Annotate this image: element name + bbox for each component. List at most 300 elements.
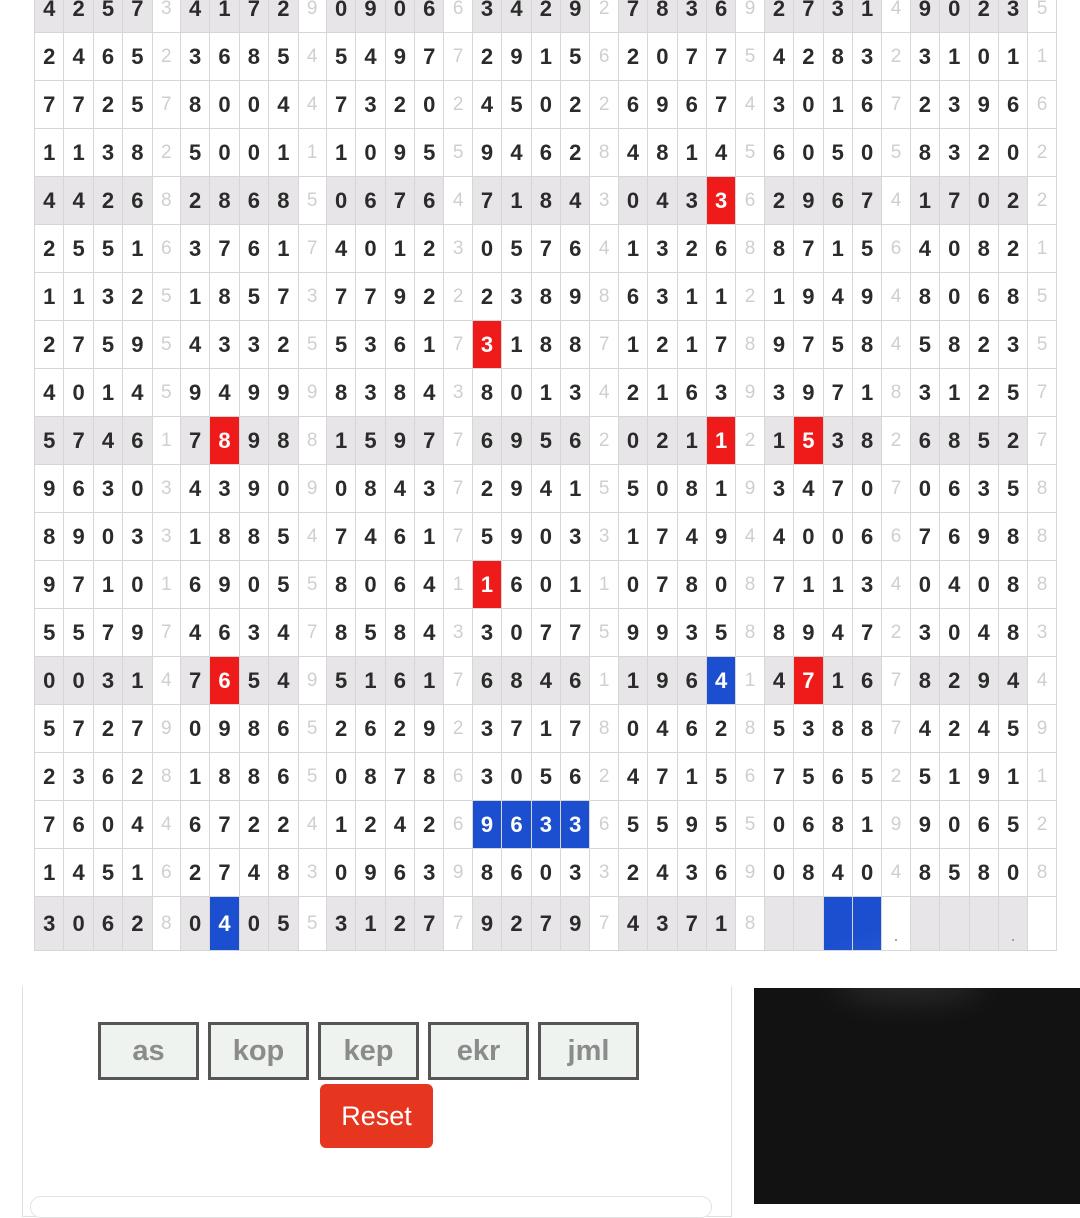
- digit-cell[interactable]: 3: [502, 273, 531, 321]
- digit-cell[interactable]: 7: [35, 801, 64, 849]
- digit-cell[interactable]: 1: [415, 321, 444, 369]
- digit-cell[interactable]: 8: [269, 177, 298, 225]
- digit-cell[interactable]: 3: [677, 177, 706, 225]
- digit-cell[interactable]: 0: [969, 177, 998, 225]
- digit-cell[interactable]: 2: [472, 273, 501, 321]
- digit-cell[interactable]: 0: [648, 33, 677, 81]
- digit-cell[interactable]: 6: [910, 417, 939, 465]
- digit-cell[interactable]: 4: [910, 225, 939, 273]
- empty-cell[interactable]: [764, 897, 793, 951]
- spacer-digit[interactable]: 2: [590, 0, 618, 33]
- digit-cell[interactable]: 3: [648, 897, 677, 951]
- digit-cell[interactable]: 3: [35, 897, 64, 951]
- spacer-digit[interactable]: 6: [590, 33, 618, 81]
- digit-cell[interactable]: 4: [648, 177, 677, 225]
- digit-cell[interactable]: 7: [706, 81, 735, 129]
- digit-cell[interactable]: 4: [385, 801, 414, 849]
- digit-cell[interactable]: 1: [180, 513, 209, 561]
- digit-cell[interactable]: 0: [910, 465, 939, 513]
- empty-cell[interactable]: .: [998, 897, 1027, 951]
- digit-cell[interactable]: 0: [64, 897, 93, 951]
- digit-cell[interactable]: 5: [93, 849, 122, 897]
- spacer-digit[interactable]: 1: [1028, 33, 1056, 81]
- spacer-digit[interactable]: 7: [444, 33, 472, 81]
- digit-cell[interactable]: 0: [852, 465, 881, 513]
- digit-cell[interactable]: 3: [472, 753, 501, 801]
- digit-cell[interactable]: 0: [385, 0, 414, 33]
- digit-cell[interactable]: 8: [823, 801, 852, 849]
- spacer-digit[interactable]: 5: [1028, 273, 1056, 321]
- digit-cell[interactable]: 8: [385, 369, 414, 417]
- spacer-digit[interactable]: 8: [736, 897, 764, 951]
- spacer-digit[interactable]: 9: [736, 465, 764, 513]
- digit-cell[interactable]: 7: [123, 705, 152, 753]
- digit-cell[interactable]: 5: [561, 33, 590, 81]
- spacer-digit[interactable]: 9: [736, 0, 764, 33]
- spacer-digit[interactable]: 4: [298, 33, 326, 81]
- digit-cell[interactable]: 3: [472, 705, 501, 753]
- spacer-digit[interactable]: 6: [736, 177, 764, 225]
- digit-cell[interactable]: 5: [852, 753, 881, 801]
- spacer-digit[interactable]: 3: [298, 273, 326, 321]
- digit-cell[interactable]: 9: [385, 129, 414, 177]
- digit-cell[interactable]: 4: [239, 849, 268, 897]
- digit-cell[interactable]: 8: [210, 177, 239, 225]
- spacer-digit[interactable]: 8: [1028, 513, 1056, 561]
- spacer-digit[interactable]: 5: [444, 129, 472, 177]
- digit-cell[interactable]: 2: [415, 273, 444, 321]
- digit-cell[interactable]: 2: [969, 0, 998, 33]
- digit-cell[interactable]: 6: [93, 753, 122, 801]
- digit-cell[interactable]: 0: [210, 129, 239, 177]
- digit-cell[interactable]: 4: [64, 177, 93, 225]
- digit-cell[interactable]: 2: [180, 849, 209, 897]
- digit-cell[interactable]: 9: [910, 801, 939, 849]
- spacer-digit[interactable]: 5: [1028, 321, 1056, 369]
- digit-cell[interactable]: 7: [648, 513, 677, 561]
- digit-cell[interactable]: 8: [852, 705, 881, 753]
- digit-cell[interactable]: 8: [239, 705, 268, 753]
- digit-cell[interactable]: 3: [93, 273, 122, 321]
- spacer-digit[interactable]: 4: [298, 513, 326, 561]
- digit-cell[interactable]: 5: [852, 225, 881, 273]
- digit-cell[interactable]: 0: [852, 849, 881, 897]
- digit-cell[interactable]: 4: [356, 33, 385, 81]
- digit-cell[interactable]: 9: [502, 513, 531, 561]
- digit-cell[interactable]: 4: [210, 369, 239, 417]
- digit-cell[interactable]: 9: [502, 33, 531, 81]
- digit-cell[interactable]: 3: [910, 369, 939, 417]
- digit-cell[interactable]: 6: [531, 129, 560, 177]
- digit-cell[interactable]: 9: [415, 705, 444, 753]
- digit-cell[interactable]: 0: [64, 657, 93, 705]
- digit-cell[interactable]: 4: [269, 657, 298, 705]
- digit-cell[interactable]: 2: [93, 705, 122, 753]
- digit-cell[interactable]: 7: [415, 33, 444, 81]
- digit-cell[interactable]: 1: [210, 0, 239, 33]
- digit-cell[interactable]: 8: [210, 753, 239, 801]
- digit-cell[interactable]: 0: [998, 849, 1027, 897]
- digit-cell[interactable]: 0: [794, 129, 823, 177]
- digit-cell[interactable]: 5: [269, 513, 298, 561]
- spacer-digit[interactable]: 8: [736, 225, 764, 273]
- digit-cell[interactable]: 1: [64, 129, 93, 177]
- digit-cell[interactable]: 9: [35, 465, 64, 513]
- digit-cell[interactable]: 0: [823, 513, 852, 561]
- digit-cell[interactable]: 3: [356, 369, 385, 417]
- spacer-digit[interactable]: 6: [444, 753, 472, 801]
- spacer-digit[interactable]: 4: [736, 81, 764, 129]
- digit-cell[interactable]: 8: [269, 849, 298, 897]
- spacer-digit[interactable]: 4: [298, 81, 326, 129]
- digit-cell[interactable]: 6: [561, 225, 590, 273]
- digit-cell[interactable]: 2: [64, 0, 93, 33]
- digit-cell[interactable]: 0: [502, 753, 531, 801]
- digit-cell[interactable]: 1: [706, 417, 735, 465]
- digit-cell[interactable]: 4: [969, 609, 998, 657]
- digit-cell[interactable]: 8: [677, 561, 706, 609]
- digit-cell[interactable]: 3: [239, 609, 268, 657]
- digit-cell[interactable]: 6: [940, 513, 969, 561]
- spacer-digit[interactable]: 4: [152, 657, 180, 705]
- digit-cell[interactable]: 6: [502, 801, 531, 849]
- digit-cell[interactable]: 1: [415, 657, 444, 705]
- digit-cell[interactable]: 1: [561, 465, 590, 513]
- digit-cell[interactable]: 6: [561, 417, 590, 465]
- digit-cell[interactable]: 7: [64, 321, 93, 369]
- digit-cell[interactable]: 3: [561, 849, 590, 897]
- digit-cell[interactable]: 7: [326, 513, 355, 561]
- spacer-digit[interactable]: 7: [152, 81, 180, 129]
- spacer-digit[interactable]: 8: [736, 705, 764, 753]
- digit-cell[interactable]: 8: [852, 321, 881, 369]
- digit-cell[interactable]: 9: [561, 273, 590, 321]
- digit-cell[interactable]: 3: [910, 33, 939, 81]
- digit-cell[interactable]: 8: [910, 273, 939, 321]
- digit-cell[interactable]: 5: [618, 465, 647, 513]
- digit-cell[interactable]: 6: [561, 657, 590, 705]
- digit-cell[interactable]: 8: [239, 513, 268, 561]
- digit-cell[interactable]: 8: [326, 369, 355, 417]
- digit-cell[interactable]: 2: [502, 897, 531, 951]
- digit-cell[interactable]: 1: [823, 81, 852, 129]
- spacer-digit[interactable]: 2: [882, 33, 910, 81]
- spacer-digit[interactable]: 9: [736, 849, 764, 897]
- digit-cell[interactable]: 0: [910, 561, 939, 609]
- digit-cell[interactable]: 6: [64, 801, 93, 849]
- digit-cell[interactable]: 2: [472, 33, 501, 81]
- digit-cell[interactable]: 3: [472, 321, 501, 369]
- digit-cell[interactable]: 1: [35, 273, 64, 321]
- spacer-digit[interactable]: 8: [736, 561, 764, 609]
- digit-cell[interactable]: 9: [502, 465, 531, 513]
- digit-cell[interactable]: 3: [998, 321, 1027, 369]
- digit-cell[interactable]: 0: [180, 705, 209, 753]
- digit-cell[interactable]: 2: [969, 369, 998, 417]
- digit-cell[interactable]: 2: [269, 0, 298, 33]
- digit-cell[interactable]: 5: [326, 657, 355, 705]
- spacer-digit[interactable]: 6: [882, 225, 910, 273]
- spacer-digit[interactable]: 5: [590, 465, 618, 513]
- digit-cell[interactable]: 0: [326, 177, 355, 225]
- digit-cell[interactable]: 8: [472, 369, 501, 417]
- digit-cell[interactable]: 5: [269, 33, 298, 81]
- digit-cell[interactable]: 6: [472, 657, 501, 705]
- digit-cell[interactable]: 2: [998, 177, 1027, 225]
- digit-cell[interactable]: 4: [123, 369, 152, 417]
- digit-cell[interactable]: 8: [326, 609, 355, 657]
- digit-cell[interactable]: 0: [64, 369, 93, 417]
- spacer-digit[interactable]: 2: [1028, 801, 1056, 849]
- digit-cell[interactable]: 0: [531, 513, 560, 561]
- spacer-digit[interactable]: 3: [298, 849, 326, 897]
- digit-cell[interactable]: 2: [940, 705, 969, 753]
- digit-cell[interactable]: 8: [210, 273, 239, 321]
- digit-cell[interactable]: 2: [969, 321, 998, 369]
- digit-cell[interactable]: 0: [356, 561, 385, 609]
- digit-cell[interactable]: 8: [910, 849, 939, 897]
- spacer-digit[interactable]: 9: [444, 849, 472, 897]
- digit-cell[interactable]: 1: [93, 369, 122, 417]
- spacer-digit[interactable]: 6: [444, 0, 472, 33]
- digit-cell[interactable]: 7: [64, 417, 93, 465]
- digit-cell[interactable]: 9: [239, 417, 268, 465]
- digit-cell[interactable]: 4: [618, 753, 647, 801]
- spacer-digit[interactable]: 9: [298, 369, 326, 417]
- digit-cell[interactable]: 5: [35, 609, 64, 657]
- digit-cell[interactable]: 8: [969, 225, 998, 273]
- spacer-digit[interactable]: 7: [444, 513, 472, 561]
- spacer-digit[interactable]: 6: [444, 801, 472, 849]
- digit-cell[interactable]: 5: [64, 609, 93, 657]
- digit-cell[interactable]: 9: [794, 273, 823, 321]
- digit-cell[interactable]: 9: [239, 369, 268, 417]
- digit-cell[interactable]: 8: [998, 513, 1027, 561]
- digit-cell[interactable]: 4: [823, 849, 852, 897]
- digit-cell[interactable]: 6: [269, 753, 298, 801]
- digit-cell[interactable]: 0: [940, 225, 969, 273]
- digit-cell[interactable]: 6: [677, 705, 706, 753]
- digit-cell[interactable]: 3: [472, 0, 501, 33]
- digit-cell[interactable]: 7: [385, 753, 414, 801]
- digit-cell[interactable]: 1: [123, 225, 152, 273]
- digit-cell[interactable]: 4: [502, 129, 531, 177]
- digit-cell[interactable]: 0: [93, 801, 122, 849]
- digit-cell[interactable]: 1: [385, 225, 414, 273]
- digit-cell[interactable]: 2: [356, 801, 385, 849]
- digit-cell[interactable]: 6: [415, 0, 444, 33]
- digit-cell[interactable]: 3: [210, 321, 239, 369]
- digit-cell[interactable]: 1: [35, 849, 64, 897]
- spacer-digit[interactable]: 5: [1028, 0, 1056, 33]
- digit-cell[interactable]: 4: [385, 465, 414, 513]
- digit-cell[interactable]: 1: [648, 369, 677, 417]
- digit-cell[interactable]: 8: [123, 129, 152, 177]
- digit-cell[interactable]: 6: [852, 81, 881, 129]
- digit-cell[interactable]: 1: [618, 321, 647, 369]
- spacer-digit[interactable]: 2: [736, 417, 764, 465]
- digit-cell[interactable]: 1: [326, 417, 355, 465]
- digit-cell[interactable]: 4: [269, 81, 298, 129]
- digit-cell[interactable]: 3: [764, 369, 793, 417]
- digit-cell[interactable]: 1: [269, 129, 298, 177]
- digit-cell[interactable]: 6: [823, 177, 852, 225]
- reset-button[interactable]: Reset: [320, 1084, 433, 1148]
- digit-cell[interactable]: 8: [910, 129, 939, 177]
- digit-cell[interactable]: 7: [561, 705, 590, 753]
- digit-cell[interactable]: 3: [472, 609, 501, 657]
- digit-cell[interactable]: 4: [269, 609, 298, 657]
- digit-cell[interactable]: 8: [356, 753, 385, 801]
- digit-cell[interactable]: 7: [764, 561, 793, 609]
- spacer-digit[interactable]: 3: [152, 0, 180, 33]
- digit-cell[interactable]: 4: [415, 369, 444, 417]
- digit-cell[interactable]: 8: [326, 561, 355, 609]
- digit-cell[interactable]: 5: [618, 801, 647, 849]
- digit-cell[interactable]: 3: [910, 609, 939, 657]
- digit-cell[interactable]: 9: [64, 513, 93, 561]
- digit-cell[interactable]: 1: [93, 561, 122, 609]
- digit-cell[interactable]: 0: [618, 561, 647, 609]
- digit-cell[interactable]: 6: [852, 657, 881, 705]
- spacer-digit[interactable]: 5: [298, 705, 326, 753]
- digit-cell[interactable]: 7: [823, 369, 852, 417]
- digit-cell[interactable]: 8: [385, 609, 414, 657]
- digit-cell[interactable]: 3: [180, 33, 209, 81]
- digit-cell[interactable]: 2: [706, 705, 735, 753]
- spacer-digit[interactable]: 5: [736, 33, 764, 81]
- digit-cell[interactable]: 8: [852, 417, 881, 465]
- digit-cell[interactable]: 9: [210, 705, 239, 753]
- digit-cell[interactable]: 7: [35, 81, 64, 129]
- as-button[interactable]: as: [98, 1022, 199, 1080]
- digit-cell[interactable]: 6: [706, 849, 735, 897]
- digit-cell[interactable]: 0: [618, 705, 647, 753]
- spacer-digit[interactable]: 2: [590, 753, 618, 801]
- digit-cell[interactable]: 4: [618, 129, 647, 177]
- spacer-digit[interactable]: 2: [882, 609, 910, 657]
- spacer-digit[interactable]: 2: [444, 705, 472, 753]
- digit-cell[interactable]: 1: [415, 513, 444, 561]
- digit-cell[interactable]: 1: [180, 273, 209, 321]
- digit-cell[interactable]: 7: [561, 609, 590, 657]
- digit-cell[interactable]: 7: [618, 0, 647, 33]
- spacer-digit[interactable]: 8: [736, 321, 764, 369]
- digit-cell[interactable]: 9: [618, 609, 647, 657]
- digit-cell[interactable]: 0: [356, 129, 385, 177]
- digit-cell[interactable]: 3: [415, 465, 444, 513]
- digit-cell[interactable]: 1: [677, 129, 706, 177]
- digit-cell[interactable]: 5: [35, 417, 64, 465]
- digit-cell[interactable]: 4: [35, 369, 64, 417]
- digit-cell[interactable]: 4: [764, 33, 793, 81]
- digit-cell[interactable]: 6: [502, 561, 531, 609]
- spacer-digit[interactable]: 2: [882, 753, 910, 801]
- digit-cell[interactable]: 1: [326, 801, 355, 849]
- digit-cell[interactable]: 0: [93, 513, 122, 561]
- digit-cell[interactable]: 9: [210, 561, 239, 609]
- digit-cell[interactable]: 5: [326, 321, 355, 369]
- digit-cell[interactable]: 4: [648, 849, 677, 897]
- digit-cell[interactable]: 8: [823, 33, 852, 81]
- digit-cell[interactable]: 2: [385, 897, 414, 951]
- digit-cell[interactable]: 9: [472, 129, 501, 177]
- spacer-digit[interactable]: 9: [298, 0, 326, 33]
- digit-cell[interactable]: 8: [998, 273, 1027, 321]
- digit-cell[interactable]: 9: [385, 273, 414, 321]
- digit-cell[interactable]: 6: [472, 417, 501, 465]
- spacer-digit[interactable]: 7: [882, 705, 910, 753]
- spacer-digit[interactable]: 2: [590, 81, 618, 129]
- spacer-digit[interactable]: 8: [1028, 561, 1056, 609]
- digit-cell[interactable]: 1: [940, 369, 969, 417]
- digit-cell[interactable]: 7: [706, 33, 735, 81]
- digit-cell[interactable]: 7: [64, 561, 93, 609]
- digit-cell[interactable]: 2: [764, 177, 793, 225]
- digit-cell[interactable]: 0: [618, 417, 647, 465]
- digit-cell[interactable]: 5: [764, 705, 793, 753]
- digit-cell[interactable]: 6: [210, 657, 239, 705]
- digit-cell[interactable]: 0: [764, 801, 793, 849]
- spacer-digit[interactable]: 5: [736, 801, 764, 849]
- digit-cell[interactable]: 1: [502, 321, 531, 369]
- digit-cell[interactable]: 2: [385, 81, 414, 129]
- digit-cell[interactable]: 6: [123, 417, 152, 465]
- digit-cell[interactable]: 9: [472, 897, 501, 951]
- digit-cell[interactable]: 6: [677, 369, 706, 417]
- digit-cell[interactable]: 1: [356, 897, 385, 951]
- spacer-digit[interactable]: 2: [1028, 177, 1056, 225]
- spacer-digit[interactable]: 2: [444, 81, 472, 129]
- digit-cell[interactable]: 0: [531, 849, 560, 897]
- digit-cell[interactable]: 9: [969, 81, 998, 129]
- digit-cell[interactable]: 1: [852, 801, 881, 849]
- digit-cell[interactable]: 7: [415, 897, 444, 951]
- digit-cell[interactable]: 7: [326, 273, 355, 321]
- digit-cell[interactable]: 5: [326, 33, 355, 81]
- digit-cell[interactable]: 3: [326, 897, 355, 951]
- spacer-digit[interactable]: 9: [298, 465, 326, 513]
- digit-cell[interactable]: 4: [969, 705, 998, 753]
- digit-cell[interactable]: 3: [764, 465, 793, 513]
- digit-cell[interactable]: 4: [64, 849, 93, 897]
- spacer-digit[interactable]: 4: [882, 849, 910, 897]
- digit-cell[interactable]: 5: [648, 801, 677, 849]
- digit-cell[interactable]: 5: [706, 753, 735, 801]
- digit-cell[interactable]: 1: [531, 369, 560, 417]
- digit-cell[interactable]: 4: [180, 465, 209, 513]
- digit-cell[interactable]: 2: [180, 177, 209, 225]
- digit-cell[interactable]: 4: [618, 897, 647, 951]
- digit-cell[interactable]: 7: [64, 705, 93, 753]
- spacer-digit[interactable]: 6: [736, 753, 764, 801]
- digit-cell[interactable]: 6: [385, 849, 414, 897]
- digit-cell[interactable]: 7: [794, 657, 823, 705]
- digit-cell[interactable]: 8: [823, 705, 852, 753]
- digit-cell[interactable]: 6: [385, 657, 414, 705]
- spacer-digit[interactable]: 3: [444, 369, 472, 417]
- digit-cell[interactable]: 0: [239, 561, 268, 609]
- digit-cell[interactable]: 7: [123, 0, 152, 33]
- digit-cell[interactable]: 9: [706, 513, 735, 561]
- digit-cell[interactable]: 0: [502, 609, 531, 657]
- digit-cell[interactable]: 0: [269, 465, 298, 513]
- digit-cell[interactable]: 4: [706, 657, 735, 705]
- digit-cell[interactable]: 9: [794, 369, 823, 417]
- spacer-digit[interactable]: 9: [152, 705, 180, 753]
- digit-cell[interactable]: 7: [210, 225, 239, 273]
- digit-cell[interactable]: 1: [852, 369, 881, 417]
